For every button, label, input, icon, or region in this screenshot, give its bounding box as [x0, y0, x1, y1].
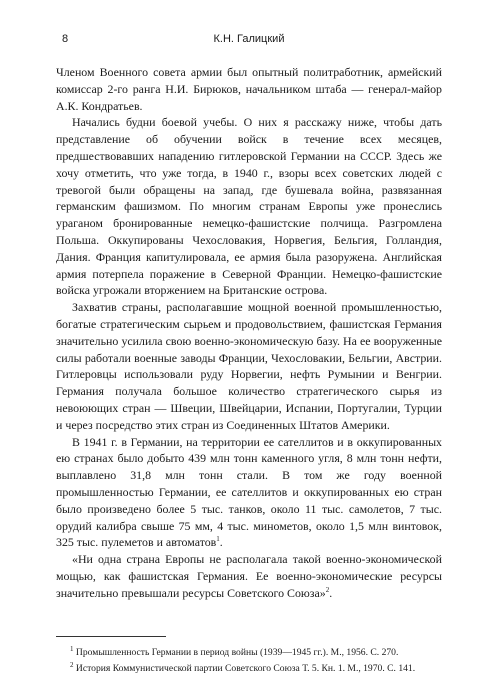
paragraph-5-text: «Ни одна страна Европы не располагала такой военно-экономической мощью, как фашистская Германия. Ее военно-экономические ресурсы значительно превышали ресурсы Советского Союза» [56, 552, 442, 600]
paragraph-1: Членом Военного совета армии был опытный политработник, армейский комиссар 2-го ранга Н.И. Бирюков, начальником штаба — генерал-майор А.К. Кондратьев. [56, 65, 442, 113]
paragraph-4 [56, 434, 442, 552]
paragraph-5-end: . [329, 585, 333, 600]
running-title: К.Н. Галицкий [213, 33, 285, 45]
paragraph-4-end: . [219, 535, 223, 550]
footnote-1-marker: 1 [70, 644, 74, 653]
main-text [56, 64, 442, 602]
paragraph-3: Захватив страны, располагавшие мощной военной промышленностью, богатые стратегическим сырьем и продовольствием, фашистская Германия значительно усилила свою военно-экономическую базу. На ее вооруженные силы работали военные заводы Франции, Чехословакии, Бельгии, Австрии. Гитлеровцы использовали руду Норвегии, нефть Румынии и Венгрии. Германия получала большое количество стратегического сырья из невоюющих стран — Швеции, Швейцарии, Испании, Португалии, Турции и через посредство этих стран из Соединенных Штатов Америки. [56, 300, 442, 432]
footnote-divider [56, 636, 166, 637]
footnote-2 [56, 662, 442, 675]
footnote-ref-1[interactable]: 1 [216, 535, 220, 544]
footnote-1-text: Промышленность Германии в период войны (1939—1945 гг.). М., 1956. С. 270. [75, 646, 399, 658]
footnote-ref-2[interactable]: 2 [325, 585, 330, 594]
footnote-2-text: История Коммунистической партии Советского Союза Т. 5. Кн. 1. М., 1970. С. 141. [75, 662, 416, 674]
footnote-1 [56, 646, 442, 659]
page-header [56, 31, 442, 53]
paragraph-4-text: В 1941 г. в Германии, на территории ее сателлитов и в оккупированных ею странах было добыто 439 млн тонн каменного угля, 8 млн тонн нефти, выплавлено 31,8 млн тонн стали. В том же году военной промышленностью Германии, ее сателлитов и оккупированных ею стран было произведено более 5 тыс. танков, около 11 тыс. самолетов, 7 тыс. орудий калибра свыше 75 мм, 4 тыс. минометов, около 1,5 млн винтовок, 325 тыс. пулеметов и автоматов [56, 434, 442, 550]
paragraph-2: Начались будни боевой учебы. О них я расскажу ниже, чтобы дать представление об обучении войск в течение всех месяцев, предшествовавших нападению гитлеровской Германии на СССР. Здесь же хочу отметить, что уже тогда, в 1940 г., взоры всех советских людей с тревогой были обращены на запад, где бушевала война, развязанная германским фашизмом. По многим странам Европы уже пронеслись ураганом бронированные немецко-фашистские полчища. Разгромлена Польша. Оккупированы Чехословакия, Норвегия, Бельгия, Голландия, Дания. Франция капитулировала, ее армия была разоружена. Английская армия потерпела поражение в Северной Франции. Немецко-фашистские войска угрожали вторжением на Британские острова. [56, 115, 442, 298]
page-number: 8 [62, 33, 69, 45]
paragraph-5 [56, 551, 442, 601]
footnote-2-marker: 2 [70, 660, 74, 669]
